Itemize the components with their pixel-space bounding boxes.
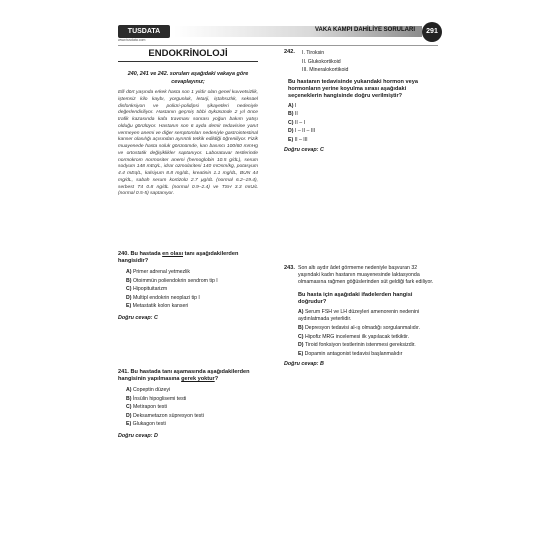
question-241	[118, 369, 258, 439]
emphasis: en olası	[162, 251, 184, 257]
option-e: E) Metastatik kolon kanseri	[126, 303, 189, 309]
correct-answer: Doğru cevap: C	[284, 147, 324, 153]
option-a: A) I	[288, 102, 297, 109]
question-number: 242.	[284, 49, 295, 55]
option-b: B) II	[288, 111, 298, 117]
option-b: B) Depresyon tedavisi al-ış olmadığı sorgulanmalıdır.	[298, 324, 420, 331]
option-a: A) Primer adrenal yetmezlik	[126, 269, 191, 275]
case-text: Elli dört yaşında erkek hasta son 1 yıldır olan genel kuvvetsizlik, iştemsiz kilo kaybı, yorgunluk, letarji, iştahsızlık, seksüel disfonksiyon ve poliüri-polidipsi şikayetleri nedeniyle değerlendiriliyor. Hastanın geçmiş tıbbi öyküsünde 2 yıl önce trafik kazasında kafa travması sonrası yoğun bakım yatışı olduğu görülüyor. Hastanın son 6 ayda demir tedavisine yanıt vermeyen anemi ve diğer semptomları nedeniyle gastrointestinal kanser olasılığı açısından ayrıntılı tetkik edildiği öğreniliyor. Fizik muayenede hasta soluk görünümde, kan basıncı 100/60 mmHg ve ortostatik değişiklikler saptanıyor. Laboratuvar testlerinde normokrom normositer anemi (hemoglobin 10.5 g/dL), serum sodyum 148 mEq/L, idrar ozmolaritesi 140 mOsm/kg, potasyum 4.4 mEq/L, kalsiyum 8.8 mg/dL, kreatinin 1.1 mg/dL, BUN 44 mg/dL, sabah serum kortizolü 2.7 μg/dL (normal 6.2–19.4), serbest T4 0.8 ng/dL (normal 0.9–2.4) ve TSH 3.3 mIU/L (normal 0.5-5) saptanıyor.	[118, 90, 258, 197]
question-242-stem: Bu hastanın tedavisinde yukarıdaki hormon veya hormonların yerine koyulma sırası aşağıdaki seçeneklerin hangisinde doğru verilmiştir?	[288, 78, 418, 99]
option-c: C) Hipofiz MRG incelemesi ilk yapılacak tetkiktir.	[298, 333, 410, 340]
question-241-stem: 241. Bu hastada tanı aşamasında aşağıdakilerden hangisinin yapılmasına gerek yoktur?	[118, 369, 250, 382]
question-243-case: Son altı aydır âdet görmeme nedeniyle başvuran 32 yaşındaki kadın hastanın muayenesinde laktasyonda olmamasına rağmen göğüslerinden süt geldiği fark ediliyor.	[298, 265, 434, 285]
case-intro: 240, 241 ve 242. soruları aşağıdaki vakaya göre cevaplayınız;	[127, 71, 249, 85]
option-a: A) Serum FSH ve LH düzeyleri amenorenin nedenini aydınlatmada yeterlidir.	[298, 309, 420, 323]
section-title: ENDOKRİNOLOJİ	[148, 48, 228, 59]
question-number: 243.	[284, 265, 295, 271]
option-b: B) Otoimmün poliendokrin sendrom tip I	[126, 277, 218, 284]
option-c: C) II – I	[288, 119, 306, 126]
question-242	[284, 49, 434, 153]
option-d: D) Deksametazon süpresyon testi	[126, 412, 204, 419]
question-240	[118, 251, 258, 321]
option-e: E) II – III	[288, 136, 308, 143]
option-c: C) Metirapon testi	[126, 404, 167, 410]
running-title: VAKA KAMPI DAHİLİYE SORULARI	[314, 27, 415, 33]
correct-answer: Doğru cevap: B	[284, 361, 324, 368]
item-iii: III. Mineralokortikoid	[302, 67, 349, 73]
question-number: 240.	[118, 251, 129, 257]
item-i: I. Tiroksin	[302, 50, 325, 56]
page-number: 291	[422, 22, 442, 42]
option-d: D) Tiroid fonksiyon testlerinin istenmesi gereksizdir.	[298, 342, 416, 349]
publisher-logo: TUSDATA	[118, 25, 170, 38]
question-243-stem: Bu hasta için aşağıdaki ifadelerden hangisi doğrudur?	[298, 292, 413, 305]
option-d: D) Multipl endokrin neoplazi tip I	[126, 294, 200, 301]
option-a: A) Copeptin düzeyi	[126, 387, 171, 393]
option-b: B) İnsülin hipoglisemi testi	[126, 395, 187, 402]
option-d: D) I – II – III	[288, 128, 316, 134]
emphasis: gerek yoktur	[181, 376, 215, 382]
item-ii: II. Glukokortikoid	[302, 58, 341, 65]
header-divider	[118, 45, 438, 46]
question-243	[284, 265, 434, 367]
section-title-underline	[118, 61, 258, 62]
publisher-url: www.tusdata.com	[118, 38, 146, 42]
question-240-stem: 240. Bu hastada en olası tanı aşağıdakilerden hangisidir?	[118, 251, 239, 264]
option-e: E) Dopamin antagonist tedavisi başlanmalıdır	[298, 351, 403, 358]
question-number: 241.	[118, 369, 129, 375]
correct-answer: Doğru cevap: C	[118, 314, 158, 321]
correct-answer: Doğru cevap: D	[118, 432, 158, 439]
option-e: E) Glukagon testi	[126, 421, 166, 427]
option-c: C) Hipopituitarizm	[126, 286, 168, 292]
